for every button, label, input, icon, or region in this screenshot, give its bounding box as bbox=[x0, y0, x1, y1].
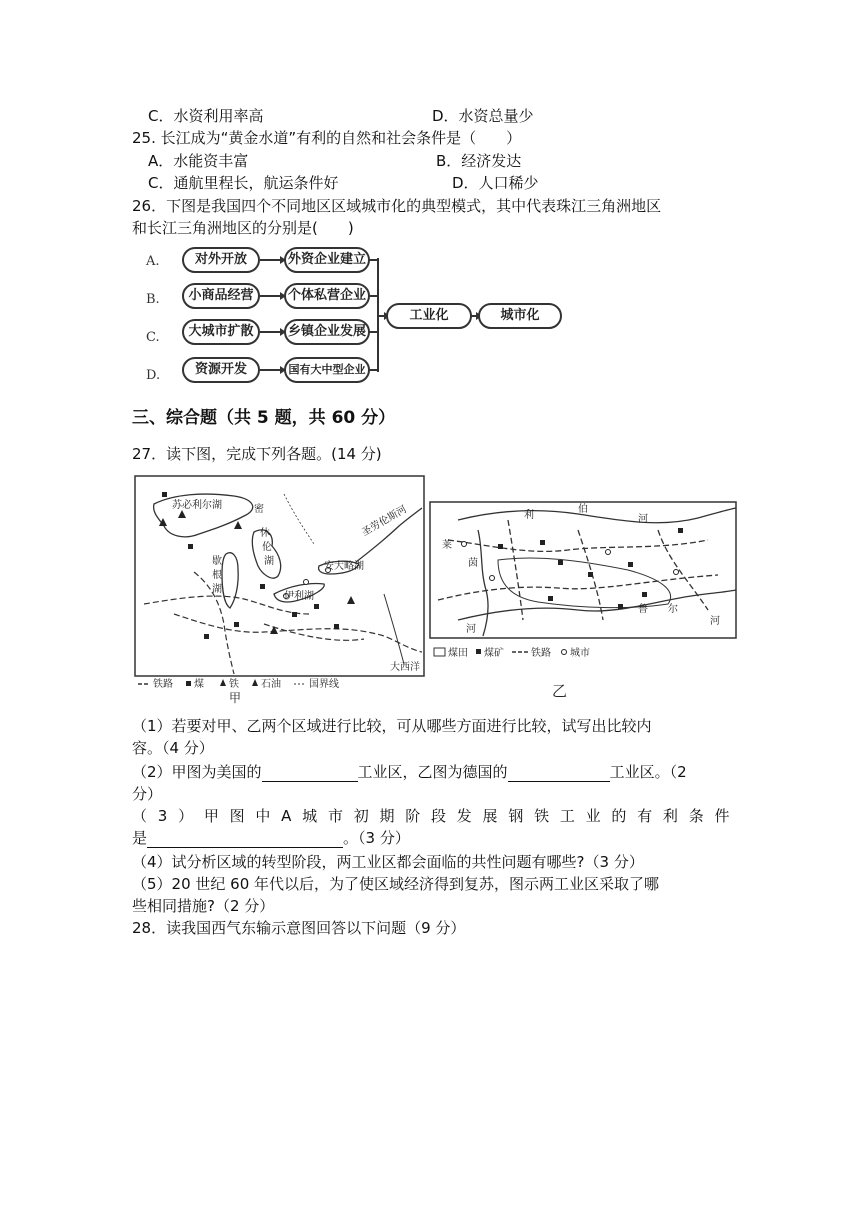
q27-sub3-line1: （ 3 ） 甲 图 中 A 城 市 初 期 阶 段 发 展 钢 铁 工 业 的 有 利 条 件 bbox=[132, 807, 730, 825]
map-yi-label: 河 bbox=[638, 514, 648, 525]
map-yi-label: 伯 bbox=[578, 504, 588, 515]
map-jia-caption: 甲 bbox=[229, 691, 242, 704]
map-yi-label: 茵 bbox=[468, 558, 478, 569]
q27-sub2-part2: 工业区，乙图为德国的 bbox=[357, 763, 508, 781]
map-jia-label: 安大略湖 bbox=[324, 561, 364, 572]
flow-industrialization: 工业化 bbox=[386, 303, 472, 329]
map-jia bbox=[134, 474, 426, 704]
q27-sub3-prefix: 是 bbox=[132, 829, 148, 847]
map-jia-label: 湖 bbox=[264, 556, 274, 567]
flow-row-a-first: 对外开放 bbox=[182, 247, 260, 273]
map-yi-label: 河 bbox=[466, 624, 476, 635]
map-jia-label: 休 bbox=[260, 528, 270, 539]
q27-sub5-line2: 些相同措施?（2 分） bbox=[132, 897, 275, 915]
flow-row-d-second: 国有大中型企业 bbox=[284, 357, 370, 383]
map-jia-legend-item: 铁路 bbox=[153, 679, 173, 690]
map-jia-label: 大西洋 bbox=[390, 662, 420, 673]
map-jia-label: 圣劳伦斯河 bbox=[360, 504, 409, 539]
flow-row-b-second: 个体私营企业 bbox=[284, 283, 370, 309]
map-jia-legend-item: 国界线 bbox=[309, 679, 339, 690]
q25-option-b: B．经济发达 bbox=[436, 152, 522, 170]
q27-sub2-part3: 工业区。（2 bbox=[609, 763, 687, 781]
q27-sub5-line1: （5）20 世纪 60 年代以后，为了使区域经济得到复苏，图示两工业区采取了哪 bbox=[132, 875, 660, 893]
q27-sub2-blank2[interactable] bbox=[508, 765, 610, 782]
map-yi-label: 利 bbox=[524, 510, 534, 521]
map-yi bbox=[428, 500, 740, 705]
flow-row-d-letter: D. bbox=[146, 368, 161, 383]
q27-sub1-line2: 容。（4 分） bbox=[132, 739, 214, 757]
q27-sub2-line1 bbox=[132, 762, 687, 782]
map-jia-label: 伦 bbox=[262, 542, 272, 553]
flow-row-d-first: 资源开发 bbox=[182, 357, 260, 383]
map-yi-legend-item: 铁路 bbox=[531, 648, 551, 659]
q25-option-d: D．人口稀少 bbox=[452, 174, 539, 192]
q27-sub1-line1: （1）若要对甲、乙两个区域进行比较，可从哪些方面进行比较，试写出比较内 bbox=[132, 717, 652, 735]
q26-stem-line2: 和长江三角洲地区的分别是( ) bbox=[132, 219, 354, 237]
flow-row-a-second: 外资企业建立 bbox=[284, 247, 370, 273]
map-jia-label: 歇 bbox=[212, 556, 222, 567]
flow-row-c-letter: C. bbox=[146, 330, 160, 345]
q24-option-c: C．水资利用率高 bbox=[148, 107, 264, 125]
q27-sub3-blank[interactable] bbox=[147, 831, 343, 848]
map-yi-legend-item: 煤矿 bbox=[484, 648, 504, 659]
q27-sub2-line2: 分） bbox=[132, 785, 163, 803]
map-jia-label: 苏必利尔湖 bbox=[172, 500, 222, 511]
q25-option-c: C．通航里程长，航运条件好 bbox=[148, 174, 339, 192]
map-yi-label: 鲁 bbox=[638, 604, 648, 615]
q27-sub2-part1: （2）甲图为美国的 bbox=[132, 763, 262, 781]
q27-sub2-blank1[interactable] bbox=[262, 765, 358, 782]
q28-stem: 28．读我国西气东输示意图回答以下问题（9 分） bbox=[132, 919, 466, 937]
map-yi-label: 莱 bbox=[442, 540, 452, 551]
flow-row-b-letter: B. bbox=[146, 292, 160, 307]
flow-row-b-first: 小商品经营 bbox=[182, 283, 260, 309]
q27-sub3-suffix: 。（3 分） bbox=[343, 829, 410, 847]
map-yi-label: 河 bbox=[710, 616, 720, 627]
flow-connectors bbox=[0, 0, 860, 400]
flow-row-c-first: 大城市扩散 bbox=[182, 319, 260, 345]
map-jia-legend-item: 铁 bbox=[229, 679, 239, 690]
q25-option-a: A．水能资丰富 bbox=[148, 152, 249, 170]
map-jia-legend-item: 煤 bbox=[194, 679, 204, 690]
map-jia-label: 湖 bbox=[212, 584, 222, 595]
q26-stem-line1: 26．下图是我国四个不同地区区域城市化的典型模式，其中代表珠江三角洲地区 bbox=[132, 197, 662, 215]
map-yi-svg bbox=[428, 500, 740, 705]
map-yi-label: 尔 bbox=[668, 604, 678, 615]
map-jia-svg bbox=[134, 474, 426, 704]
q24-option-d: D．水资总量少 bbox=[432, 107, 534, 125]
map-jia-label: 密 bbox=[254, 504, 264, 515]
flow-urbanization: 城市化 bbox=[478, 303, 562, 329]
section-title: 三、综合题（共 5 题，共 60 分） bbox=[132, 408, 396, 428]
q27-sub3-line2 bbox=[132, 828, 410, 848]
map-jia-legend-item: 石油 bbox=[261, 679, 281, 690]
map-jia-label: 根 bbox=[212, 570, 222, 581]
q27-stem: 27．读下图，完成下列各题。(14 分) bbox=[132, 445, 382, 463]
map-yi-legend-item: 城市 bbox=[570, 648, 590, 659]
flow-row-c-second: 乡镇企业发展 bbox=[284, 319, 370, 345]
map-yi-caption: 乙 bbox=[552, 682, 568, 700]
map-jia-label: 伊利湖 bbox=[284, 591, 314, 602]
q27-sub4: （4）试分析区域的转型阶段，两工业区都会面临的共性问题有哪些?（3 分） bbox=[132, 853, 644, 871]
flow-row-a-letter: A. bbox=[146, 254, 160, 269]
q25-stem: 25. 长江成为“黄金水道”有利的自然和社会条件是（ ） bbox=[132, 129, 522, 147]
map-yi-legend-item: 煤田 bbox=[448, 648, 468, 659]
